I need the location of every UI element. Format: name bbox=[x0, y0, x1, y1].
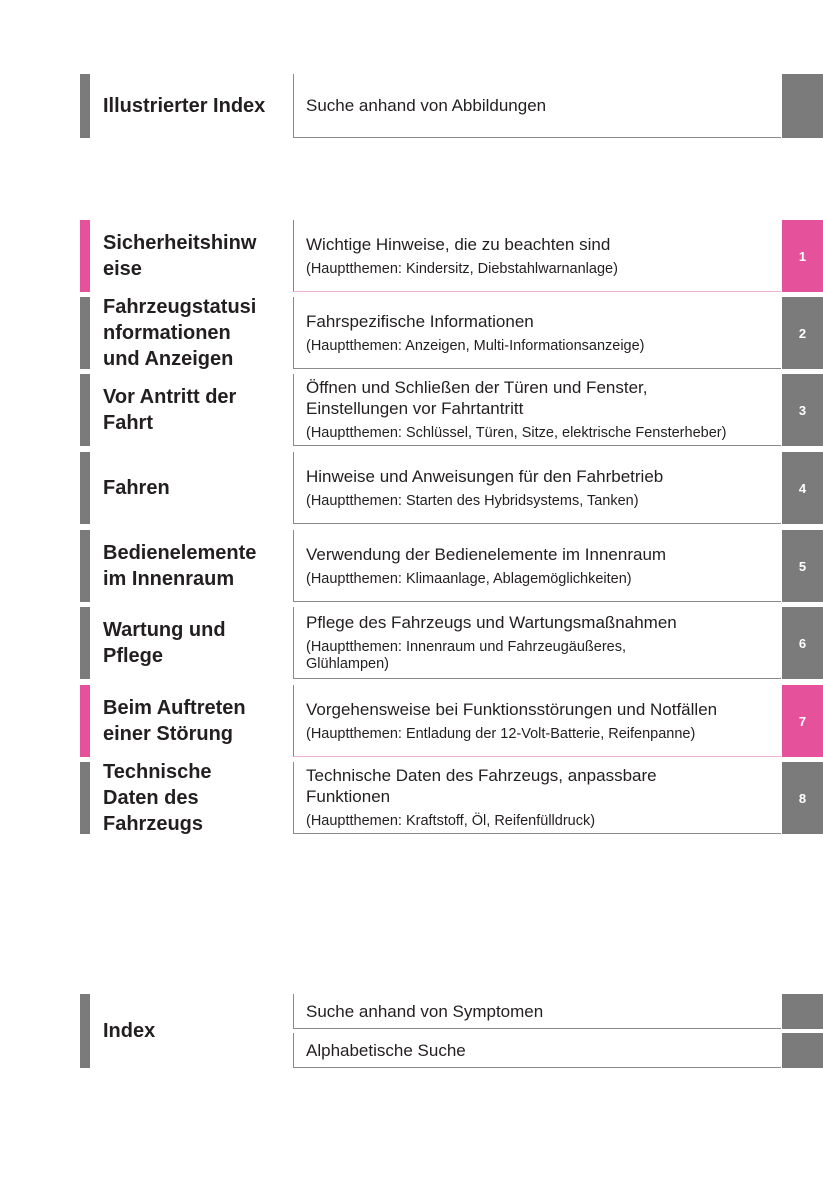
chapter-title: Bedienelemente im Innenraum bbox=[103, 542, 257, 590]
chapter-number-tab[interactable] bbox=[782, 685, 823, 757]
chapter-description-box bbox=[293, 530, 781, 602]
chapter-description: Wichtige Hinweise, die zu beachten sind bbox=[306, 234, 611, 254]
chapter-marker bbox=[80, 374, 90, 446]
chapter-topics: (Hauptthemen: Starten des Hybridsystems, Tanken) bbox=[306, 492, 639, 509]
chapter-marker bbox=[80, 762, 90, 834]
chapter-row[interactable] bbox=[80, 374, 823, 446]
chapter-description-box bbox=[293, 685, 781, 757]
chapter-title: Vor Antritt der Fahrt bbox=[103, 386, 237, 434]
chapter-topics: (Hauptthemen: Anzeigen, Multi-Informationsanzeige) bbox=[306, 337, 645, 354]
chapter-description-box bbox=[293, 374, 781, 446]
chapter-title: Fahren bbox=[103, 477, 170, 499]
chapter-description: Fahrspezifische Informationen bbox=[306, 311, 534, 331]
index-entry-symptoms-tab[interactable] bbox=[782, 994, 823, 1029]
chapter-title: Technische Daten des Fahrzeugs bbox=[103, 761, 212, 835]
chapter-description-box bbox=[293, 452, 781, 524]
chapter-row[interactable] bbox=[80, 297, 823, 369]
chapter-number-tab[interactable] bbox=[782, 374, 823, 446]
index-entry-alphabetical-tab[interactable] bbox=[782, 1033, 823, 1068]
chapter-row[interactable] bbox=[80, 762, 823, 834]
chapter-description: Hinweise und Anweisungen für den Fahrbetrieb bbox=[306, 466, 664, 486]
chapter-description: Pflege des Fahrzeugs und Wartungsmaßnahmen bbox=[306, 613, 677, 632]
chapter-title: Fahrzeugstatusi nformationen und Anzeigen bbox=[103, 296, 257, 370]
chapter-number: 6 bbox=[798, 635, 807, 651]
chapter-description-box bbox=[293, 607, 781, 679]
chapter-marker bbox=[80, 452, 90, 524]
index-row bbox=[80, 994, 823, 1068]
chapter-row[interactable] bbox=[80, 685, 823, 757]
index-title: Index bbox=[103, 1020, 156, 1042]
index-entry-label: Alphabetische Suche bbox=[306, 1040, 466, 1060]
illustrated-index-tab[interactable] bbox=[782, 74, 823, 138]
chapter-number-tab[interactable] bbox=[782, 607, 823, 679]
chapter-number-tab[interactable] bbox=[782, 297, 823, 369]
chapter-description: Vorgehensweise bei Funktionsstörungen und Notfällen bbox=[306, 699, 718, 719]
illustrated-index-title: Illustrierter Index bbox=[103, 95, 266, 117]
chapter-row[interactable] bbox=[80, 220, 823, 292]
illustrated-index-row[interactable] bbox=[80, 74, 823, 138]
chapter-topics: (Hauptthemen: Kindersitz, Diebstahlwarnanlage) bbox=[306, 260, 618, 277]
chapter-description: Öffnen und Schließen der Türen und Fenster, Einstellungen vor Fahrtantritt bbox=[306, 378, 648, 418]
chapter-topics: (Hauptthemen: Schlüssel, Türen, Sitze, elektrische Fensterheber) bbox=[306, 425, 727, 441]
illustrated-index-description: Suche anhand von Abbildungen bbox=[306, 96, 547, 115]
chapter-description: Verwendung der Bedienelemente im Innenraum bbox=[306, 544, 667, 564]
chapter-number-tab[interactable] bbox=[782, 762, 823, 834]
chapter-number-tab[interactable] bbox=[782, 452, 823, 524]
index-entry-label: Suche anhand von Symptomen bbox=[306, 1001, 544, 1021]
chapter-topics: (Hauptthemen: Klimaanlage, Ablagemöglichkeiten) bbox=[306, 570, 632, 587]
chapter-marker bbox=[80, 530, 90, 602]
chapter-title: Beim Auftreten einer Störung bbox=[103, 697, 246, 745]
chapter-marker bbox=[80, 607, 90, 679]
illustrated-index-description-box bbox=[293, 74, 781, 138]
chapter-title: Wartung und Pflege bbox=[103, 619, 226, 667]
chapter-number: 7 bbox=[798, 713, 807, 729]
chapter-number-tab[interactable] bbox=[782, 530, 823, 602]
chapter-topics: (Hauptthemen: Innenraum und Fahrzeugäußeres, Glühlampen) bbox=[306, 639, 626, 672]
section-marker bbox=[80, 994, 90, 1068]
chapter-number: 1 bbox=[798, 248, 807, 264]
chapter-row[interactable] bbox=[80, 452, 823, 524]
chapter-marker bbox=[80, 220, 90, 292]
chapter-description-box bbox=[293, 220, 781, 292]
chapter-number-tab[interactable] bbox=[782, 220, 823, 292]
chapter-number: 3 bbox=[798, 402, 807, 418]
chapter-marker bbox=[80, 297, 90, 369]
section-marker bbox=[80, 74, 90, 138]
chapter-topics: (Hauptthemen: Kraftstoff, Öl, Reifenfülldruck) bbox=[306, 813, 596, 829]
chapter-number: 2 bbox=[798, 325, 807, 341]
chapter-row[interactable] bbox=[80, 607, 823, 679]
index-entry-alphabetical[interactable] bbox=[293, 1033, 781, 1068]
chapter-number: 5 bbox=[798, 558, 807, 574]
chapter-description-box bbox=[293, 297, 781, 369]
chapter-number: 4 bbox=[798, 480, 807, 496]
chapter-title: Sicherheitshinw eise bbox=[103, 232, 257, 280]
index-entry-symptoms[interactable] bbox=[293, 994, 781, 1029]
chapter-marker bbox=[80, 685, 90, 757]
chapter-description: Technische Daten des Fahrzeugs, anpassbare Funktionen bbox=[306, 766, 657, 806]
chapter-row[interactable] bbox=[80, 530, 823, 602]
chapter-topics: (Hauptthemen: Entladung der 12-Volt-Batterie, Reifenpanne) bbox=[306, 725, 696, 742]
chapter-description-box bbox=[293, 762, 781, 834]
chapter-number: 8 bbox=[798, 790, 807, 806]
